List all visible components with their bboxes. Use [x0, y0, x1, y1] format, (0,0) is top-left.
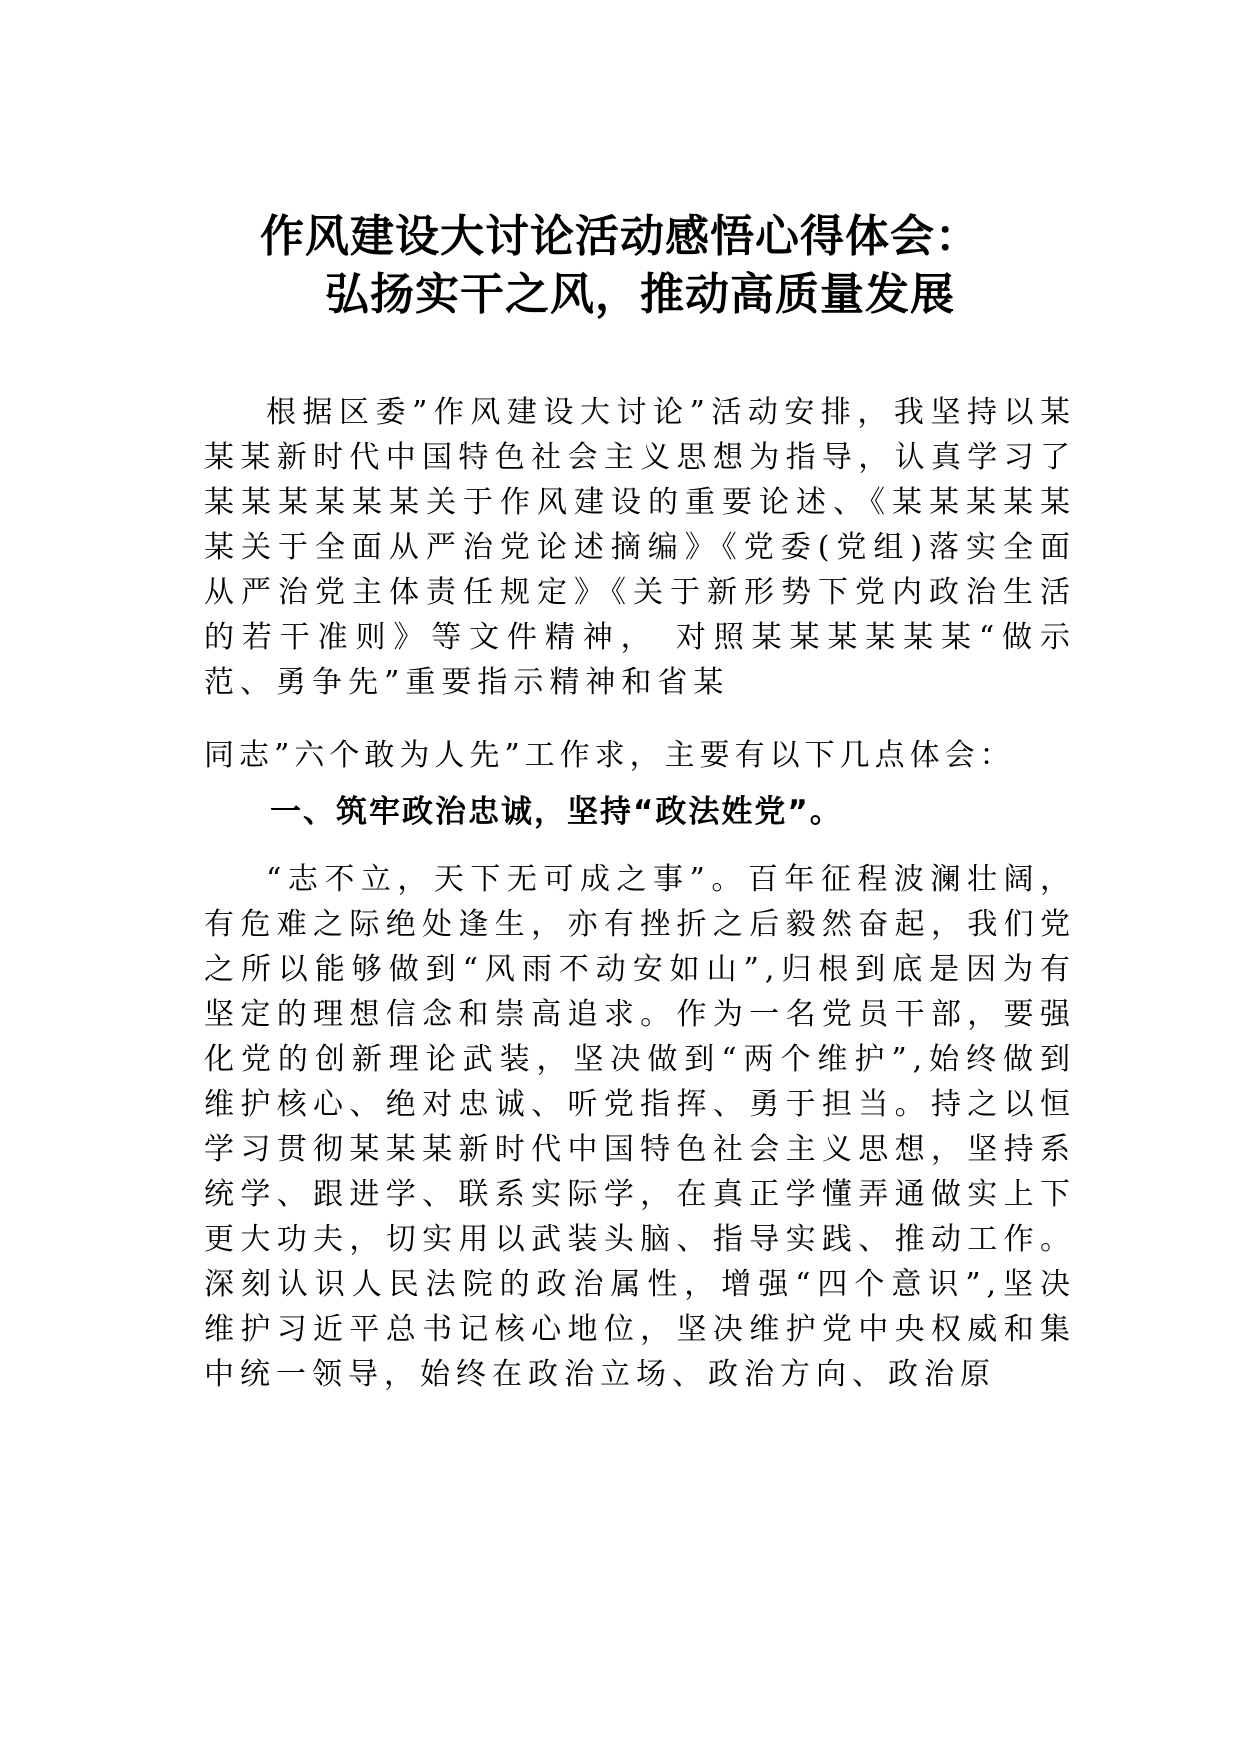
- section-1-heading: 一、筑牢政治忠诚，坚持“政法姓党”。: [270, 794, 843, 830]
- section-1-paragraph: “志不立，天下无可成之事”。百年征程波澜壮阔，有危难之际绝处逢生，亦有挫折之后毅然奋起，我们党之所以能够做到“风雨不动安如山”,归根到底是因为有坚定的理想信念和崇高追求。作为一名党员干部，要强化党的创新理论武装，坚决做到“两个维护”,始终做到维护核心、绝对忠诚、听党指挥、勇于担当。持之以恒学习贯彻某某某新时代中国特色社会主义思想，坚持系统学、跟进学、联系实际学，在真正学懂弄通做实上下更大功夫，切实用以武装头脑、指导实践、推动工作。深刻认识人民法院的政治属性，增强“四个意识”,坚决维护习近平总书记核心地位，坚决维护党中央权威和集中统一领导，始终在政治立场、政治方向、政治原: [204, 862, 1076, 1392]
- intro-paragraph-tail: 同志”六个敢为人先”工作求，主要有以下几点体会：: [204, 738, 1015, 773]
- document-title: [0, 208, 1240, 324]
- title-line-1: 作风建设大讨论活动感悟心得体会：: [260, 211, 980, 262]
- intro-paragraph: 根据区委”作风建设大讨论”活动安排，我坚持以某某某新时代中国特色社会主义思想为指导，认真学习了某某某某某某关于作风建设的重要论述、《某某某某某某关于全面从严治党论述摘编》《党委(党组)落实全面从严治党主体责任规定》《关于新形势下党内政治生活的若干准则》等文件精神， 对照某某某某某某“做示范、勇争先”重要指示精神和省某: [204, 395, 1076, 700]
- title-line-2: 弘扬实干之风，推动高质量发展: [325, 269, 955, 320]
